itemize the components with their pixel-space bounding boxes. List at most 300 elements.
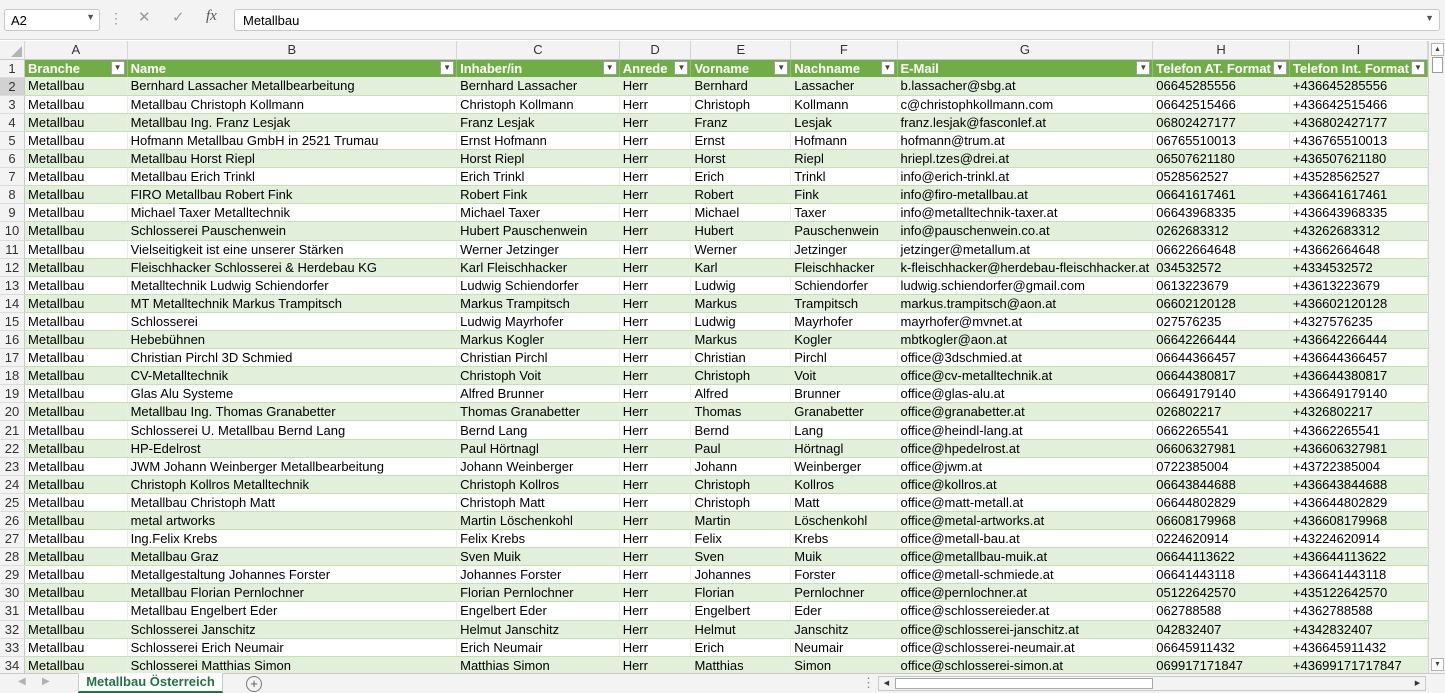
cell-telefon-at[interactable]: 05122642570	[1153, 584, 1290, 602]
column-header-h[interactable]: H	[1153, 41, 1290, 59]
cell-inhaber[interactable]: Hubert Pauschenwein	[457, 222, 620, 240]
cell-branche[interactable]: Metallbau	[25, 204, 128, 222]
cell-inhaber[interactable]: Christoph Matt	[457, 493, 620, 511]
cell-vorname[interactable]: Erich	[691, 638, 791, 656]
row-header[interactable]: 8	[0, 186, 25, 204]
cell-anrede[interactable]: Herr	[619, 312, 691, 330]
filter-dropdown-icon[interactable]: ▼	[603, 61, 617, 75]
cell-branche[interactable]: Metallbau	[25, 312, 128, 330]
cell-name[interactable]: Metallbau Horst Riepl	[127, 150, 457, 168]
cell-inhaber[interactable]: Helmut Janschitz	[457, 620, 620, 638]
cell-anrede[interactable]: Herr	[619, 331, 691, 349]
cell-email[interactable]: hriepl.tzes@drei.at	[897, 150, 1153, 168]
cell-nachname[interactable]: Forster	[791, 566, 897, 584]
row-header[interactable]: 24	[0, 475, 25, 493]
cell-telefon-int[interactable]: +43662265541	[1289, 421, 1427, 439]
cell-telefon-int[interactable]: +436645285556	[1289, 77, 1427, 95]
row-header[interactable]: 11	[0, 240, 25, 258]
cell-telefon-at[interactable]: 06642266444	[1153, 331, 1290, 349]
cell-telefon-at[interactable]: 06641617461	[1153, 186, 1290, 204]
cell-anrede[interactable]: Herr	[619, 131, 691, 149]
cell-telefon-at[interactable]: 06507621180	[1153, 150, 1290, 168]
cell-vorname[interactable]: Christoph	[691, 475, 791, 493]
row-header[interactable]: 22	[0, 439, 25, 457]
header-cell-inhaber[interactable]	[457, 59, 620, 77]
cell-name[interactable]: Schlosserei	[127, 312, 457, 330]
cell-nachname[interactable]: Lang	[791, 421, 897, 439]
cell-inhaber[interactable]: Christoph Voit	[457, 367, 620, 385]
cell-name[interactable]: Glas Alu Systeme	[127, 385, 457, 403]
cell-nachname[interactable]: Simon	[791, 656, 897, 673]
cell-email[interactable]: office@metal-artworks.at	[897, 511, 1153, 529]
row-header[interactable]: 32	[0, 620, 25, 638]
cell-branche[interactable]: Metallbau	[25, 602, 128, 620]
cell-name[interactable]: Hebebühnen	[127, 331, 457, 349]
cell-branche[interactable]: Metallbau	[25, 421, 128, 439]
cell-telefon-at[interactable]: 069917171847	[1153, 656, 1290, 673]
cell-anrede[interactable]: Herr	[619, 584, 691, 602]
scroll-up-icon[interactable]: ▲	[1431, 43, 1444, 56]
cell-email[interactable]: mayrhofer@mvnet.at	[897, 312, 1153, 330]
cell-inhaber[interactable]: Robert Fink	[457, 186, 620, 204]
cell-nachname[interactable]: Hofmann	[791, 131, 897, 149]
row-header[interactable]: 7	[0, 168, 25, 186]
cancel-icon[interactable]: ✕	[138, 9, 151, 26]
cell-nachname[interactable]: Pirchl	[791, 349, 897, 367]
cell-vorname[interactable]: Florian	[691, 584, 791, 602]
cell-telefon-at[interactable]: 06644366457	[1153, 349, 1290, 367]
cell-telefon-int[interactable]: +43699171717847	[1289, 656, 1427, 673]
cell-telefon-int[interactable]: +436645911432	[1289, 638, 1427, 656]
row-header[interactable]: 23	[0, 457, 25, 475]
cell-name[interactable]: Metallbau Graz	[127, 548, 457, 566]
cell-name[interactable]: FIRO Metallbau Robert Fink	[127, 186, 457, 204]
cell-nachname[interactable]: Granabetter	[791, 403, 897, 421]
cell-vorname[interactable]: Christoph	[691, 95, 791, 113]
sheet-tab-metallbau-oesterreich[interactable]: Metallbau Österreich	[78, 673, 223, 693]
cell-telefon-at[interactable]: 06643844688	[1153, 475, 1290, 493]
cell-anrede[interactable]: Herr	[619, 620, 691, 638]
cell-name[interactable]: Ing.Felix Krebs	[127, 530, 457, 548]
cell-anrede[interactable]: Herr	[619, 150, 691, 168]
cell-email[interactable]: office@schlosserei-simon.at	[897, 656, 1153, 673]
cell-vorname[interactable]: Robert	[691, 186, 791, 204]
spreadsheet-grid[interactable]	[0, 41, 1428, 673]
cell-branche[interactable]: Metallbau	[25, 385, 128, 403]
cell-telefon-int[interactable]: +436644113622	[1289, 548, 1427, 566]
select-all-button[interactable]	[0, 41, 25, 59]
column-header-a[interactable]: A	[25, 41, 128, 59]
cell-anrede[interactable]: Herr	[619, 240, 691, 258]
cell-vorname[interactable]: Matthias	[691, 656, 791, 673]
prev-sheet-icon[interactable]: ◀	[18, 676, 26, 687]
cell-inhaber[interactable]: Thomas Granabetter	[457, 403, 620, 421]
cell-name[interactable]: Metalltechnik Ludwig Schiendorfer	[127, 276, 457, 294]
cell-nachname[interactable]: Matt	[791, 493, 897, 511]
row-header[interactable]: 5	[0, 131, 25, 149]
header-cell-telefon-at[interactable]	[1153, 59, 1290, 77]
cell-vorname[interactable]: Hubert	[691, 222, 791, 240]
cell-telefon-at[interactable]: 06608179968	[1153, 511, 1290, 529]
cell-name[interactable]: Bernhard Lassacher Metallbearbeitung	[127, 77, 457, 95]
cell-telefon-at[interactable]: 0528562527	[1153, 168, 1290, 186]
cell-email[interactable]: k-fleischhacker@herdebau-fleischhacker.at	[897, 258, 1153, 276]
row-header[interactable]: 18	[0, 367, 25, 385]
header-cell-nachname[interactable]	[791, 59, 897, 77]
next-sheet-icon[interactable]: ▶	[42, 676, 50, 687]
cell-branche[interactable]: Metallbau	[25, 403, 128, 421]
cell-inhaber[interactable]: Erich Neumair	[457, 638, 620, 656]
cell-telefon-at[interactable]: 06622664648	[1153, 240, 1290, 258]
cell-name[interactable]: Schlosserei Matthias Simon	[127, 656, 457, 673]
cell-vorname[interactable]: Bernhard	[691, 77, 791, 95]
cell-telefon-at[interactable]: 06649179140	[1153, 385, 1290, 403]
cell-telefon-int[interactable]: +436608179968	[1289, 511, 1427, 529]
cell-telefon-at[interactable]: 0262683312	[1153, 222, 1290, 240]
cell-telefon-int[interactable]: +436641617461	[1289, 186, 1427, 204]
cell-vorname[interactable]: Erich	[691, 168, 791, 186]
column-header-d[interactable]: D	[619, 41, 691, 59]
cell-anrede[interactable]: Herr	[619, 638, 691, 656]
cell-inhaber[interactable]: Paul Hörtnagl	[457, 439, 620, 457]
cell-anrede[interactable]: Herr	[619, 77, 691, 95]
header-cell-vorname[interactable]	[691, 59, 791, 77]
row-header[interactable]: 21	[0, 421, 25, 439]
cell-vorname[interactable]: Ludwig	[691, 276, 791, 294]
cell-inhaber[interactable]: Erich Trinkl	[457, 168, 620, 186]
cell-anrede[interactable]: Herr	[619, 530, 691, 548]
cell-name[interactable]: MT Metalltechnik Markus Trampitsch	[127, 294, 457, 312]
cell-inhaber[interactable]: Felix Krebs	[457, 530, 620, 548]
cell-telefon-int[interactable]: +43262683312	[1289, 222, 1427, 240]
cell-telefon-int[interactable]: +436644380817	[1289, 367, 1427, 385]
cell-telefon-int[interactable]: +4362788588	[1289, 602, 1427, 620]
scroll-down-icon[interactable]: ▼	[1431, 658, 1444, 671]
cell-anrede[interactable]: Herr	[619, 349, 691, 367]
cell-email[interactable]: office@metall-schmiede.at	[897, 566, 1153, 584]
cell-anrede[interactable]: Herr	[619, 204, 691, 222]
cell-inhaber[interactable]: Matthias Simon	[457, 656, 620, 673]
cell-telefon-at[interactable]: 06602120128	[1153, 294, 1290, 312]
cell-telefon-int[interactable]: +43528562527	[1289, 168, 1427, 186]
cell-branche[interactable]: Metallbau	[25, 530, 128, 548]
cell-inhaber[interactable]: Johann Weinberger	[457, 457, 620, 475]
cell-telefon-at[interactable]: 0224620914	[1153, 530, 1290, 548]
cell-branche[interactable]: Metallbau	[25, 548, 128, 566]
row-header[interactable]: 15	[0, 312, 25, 330]
cell-email[interactable]: c@christophkollmann.com	[897, 95, 1153, 113]
cell-nachname[interactable]: Trinkl	[791, 168, 897, 186]
cell-anrede[interactable]: Herr	[619, 475, 691, 493]
cell-anrede[interactable]: Herr	[619, 186, 691, 204]
cell-telefon-int[interactable]: +4342832407	[1289, 620, 1427, 638]
cell-inhaber[interactable]: Ernst Hofmann	[457, 131, 620, 149]
cell-telefon-at[interactable]: 06644802829	[1153, 493, 1290, 511]
cell-telefon-at[interactable]: 0662265541	[1153, 421, 1290, 439]
expand-formula-icon[interactable]: ▼	[1425, 13, 1434, 23]
cell-anrede[interactable]: Herr	[619, 276, 691, 294]
cell-vorname[interactable]: Ludwig	[691, 312, 791, 330]
cell-name[interactable]: Metallbau Christoph Matt	[127, 493, 457, 511]
cell-email[interactable]: office@cv-metalltechnik.at	[897, 367, 1153, 385]
cell-vorname[interactable]: Johann	[691, 457, 791, 475]
cell-telefon-int[interactable]: +436644366457	[1289, 349, 1427, 367]
cell-nachname[interactable]: Fleischhacker	[791, 258, 897, 276]
cell-nachname[interactable]: Löschenkohl	[791, 511, 897, 529]
cell-telefon-at[interactable]: 042832407	[1153, 620, 1290, 638]
cell-vorname[interactable]: Alfred	[691, 385, 791, 403]
cell-vorname[interactable]: Thomas	[691, 403, 791, 421]
cell-branche[interactable]: Metallbau	[25, 638, 128, 656]
row-header[interactable]: 9	[0, 204, 25, 222]
add-sheet-icon[interactable]: +	[246, 676, 262, 692]
cell-name[interactable]: Schlosserei U. Metallbau Bernd Lang	[127, 421, 457, 439]
row-header[interactable]: 27	[0, 530, 25, 548]
cell-email[interactable]: office@matt-metall.at	[897, 493, 1153, 511]
cell-telefon-at[interactable]: 06641443118	[1153, 566, 1290, 584]
row-header[interactable]: 14	[0, 294, 25, 312]
row-header[interactable]: 17	[0, 349, 25, 367]
cell-telefon-int[interactable]: +436642515466	[1289, 95, 1427, 113]
row-header[interactable]: 6	[0, 150, 25, 168]
header-cell-email[interactable]	[897, 59, 1153, 77]
cell-inhaber[interactable]: Markus Trampitsch	[457, 294, 620, 312]
cell-nachname[interactable]: Kollmann	[791, 95, 897, 113]
cell-vorname[interactable]: Ernst	[691, 131, 791, 149]
cell-vorname[interactable]: Markus	[691, 331, 791, 349]
cell-vorname[interactable]: Paul	[691, 439, 791, 457]
cell-email[interactable]: markus.trampitsch@aon.at	[897, 294, 1153, 312]
cell-branche[interactable]: Metallbau	[25, 511, 128, 529]
cell-branche[interactable]: Metallbau	[25, 186, 128, 204]
cell-telefon-at[interactable]: 06802427177	[1153, 113, 1290, 131]
cell-name[interactable]: Metallbau Christoph Kollmann	[127, 95, 457, 113]
cell-email[interactable]: franz.lesjak@fasconlef.at	[897, 113, 1153, 131]
cell-nachname[interactable]: Kogler	[791, 331, 897, 349]
cell-telefon-int[interactable]: +436644802829	[1289, 493, 1427, 511]
cell-email[interactable]: office@glas-alu.at	[897, 385, 1153, 403]
cell-vorname[interactable]: Helmut	[691, 620, 791, 638]
cell-nachname[interactable]: Fink	[791, 186, 897, 204]
name-box[interactable]	[4, 9, 100, 31]
vertical-scrollbar[interactable]	[1428, 41, 1445, 673]
cell-telefon-int[interactable]: +436602120128	[1289, 294, 1427, 312]
row-header[interactable]: 19	[0, 385, 25, 403]
cell-branche[interactable]: Metallbau	[25, 493, 128, 511]
header-cell-branche[interactable]	[25, 59, 128, 77]
cell-email[interactable]: office@schlosserei-neumair.at	[897, 638, 1153, 656]
cell-telefon-int[interactable]: +436507621180	[1289, 150, 1427, 168]
cell-name[interactable]: CV-Metalltechnik	[127, 367, 457, 385]
row-header[interactable]: 13	[0, 276, 25, 294]
cell-telefon-int[interactable]: +43224620914	[1289, 530, 1427, 548]
cell-telefon-int[interactable]: +436765510013	[1289, 131, 1427, 149]
cell-name[interactable]: Hofmann Metallbau GmbH in 2521 Trumau	[127, 131, 457, 149]
cell-telefon-int[interactable]: +436643968335	[1289, 204, 1427, 222]
cell-branche[interactable]: Metallbau	[25, 222, 128, 240]
cell-anrede[interactable]: Herr	[619, 439, 691, 457]
header-cell-telefon-int[interactable]	[1289, 59, 1427, 77]
cell-nachname[interactable]: Riepl	[791, 150, 897, 168]
cell-branche[interactable]: Metallbau	[25, 294, 128, 312]
cell-name[interactable]: Michael Taxer Metalltechnik	[127, 204, 457, 222]
cell-inhaber[interactable]: Johannes Forster	[457, 566, 620, 584]
cell-telefon-at[interactable]: 06643968335	[1153, 204, 1290, 222]
cell-vorname[interactable]: Michael	[691, 204, 791, 222]
cell-name[interactable]: Christian Pirchl 3D Schmied	[127, 349, 457, 367]
cell-vorname[interactable]: Engelbert	[691, 602, 791, 620]
cell-inhaber[interactable]: Christoph Kollmann	[457, 95, 620, 113]
cell-telefon-int[interactable]: +4326802217	[1289, 403, 1427, 421]
cell-nachname[interactable]: Brunner	[791, 385, 897, 403]
cell-telefon-int[interactable]: +43722385004	[1289, 457, 1427, 475]
cell-email[interactable]: office@schlossereieder.at	[897, 602, 1153, 620]
cell-name[interactable]: JWM Johann Weinberger Metallbearbeitung	[127, 457, 457, 475]
cell-branche[interactable]: Metallbau	[25, 276, 128, 294]
cell-email[interactable]: office@granabetter.at	[897, 403, 1153, 421]
cell-telefon-int[interactable]: +436649179140	[1289, 385, 1427, 403]
column-header-f[interactable]: F	[791, 41, 897, 59]
tab-split-handle-icon[interactable]: ⋮	[862, 675, 875, 690]
cell-email[interactable]: office@schlosserei-janschitz.at	[897, 620, 1153, 638]
cell-telefon-int[interactable]: +436802427177	[1289, 113, 1427, 131]
cell-name[interactable]: Schlosserei Janschitz	[127, 620, 457, 638]
filter-dropdown-icon[interactable]: ▼	[440, 61, 454, 75]
cell-anrede[interactable]: Herr	[619, 113, 691, 131]
row-header[interactable]: 33	[0, 638, 25, 656]
filter-dropdown-icon[interactable]: ▼	[1273, 61, 1287, 75]
cell-nachname[interactable]: Muik	[791, 548, 897, 566]
scroll-right-icon[interactable]: ▶	[1414, 680, 1421, 687]
column-header-e[interactable]: E	[691, 41, 791, 59]
filter-dropdown-icon[interactable]: ▼	[674, 61, 688, 75]
cell-telefon-at[interactable]: 0722385004	[1153, 457, 1290, 475]
cell-telefon-at[interactable]: 06642515466	[1153, 95, 1290, 113]
cell-telefon-at[interactable]: 06606327981	[1153, 439, 1290, 457]
cell-branche[interactable]: Metallbau	[25, 566, 128, 584]
cell-nachname[interactable]: Krebs	[791, 530, 897, 548]
cell-name[interactable]: Vielseitigkeit ist eine unserer Stärken	[127, 240, 457, 258]
row-header[interactable]: 10	[0, 222, 25, 240]
cell-branche[interactable]: Metallbau	[25, 620, 128, 638]
cell-name[interactable]: Metallbau Florian Pernlochner	[127, 584, 457, 602]
enter-icon[interactable]: ✓	[172, 9, 185, 26]
column-header-i[interactable]: I	[1289, 41, 1427, 59]
cell-telefon-at[interactable]: 06765510013	[1153, 131, 1290, 149]
cell-vorname[interactable]: Christoph	[691, 493, 791, 511]
cell-email[interactable]: jetzinger@metallum.at	[897, 240, 1153, 258]
column-header-b[interactable]: B	[127, 41, 457, 59]
filter-dropdown-icon[interactable]: ▼	[774, 61, 788, 75]
cell-inhaber[interactable]: Karl Fleischhacker	[457, 258, 620, 276]
cell-anrede[interactable]: Herr	[619, 457, 691, 475]
cell-branche[interactable]: Metallbau	[25, 131, 128, 149]
cell-vorname[interactable]: Horst	[691, 150, 791, 168]
cell-anrede[interactable]: Herr	[619, 403, 691, 421]
cell-email[interactable]: office@pernlochner.at	[897, 584, 1153, 602]
cell-name[interactable]: Fleischhacker Schlosserei & Herdebau KG	[127, 258, 457, 276]
cell-vorname[interactable]: Johannes	[691, 566, 791, 584]
cell-nachname[interactable]: Schiendorfer	[791, 276, 897, 294]
cell-vorname[interactable]: Christoph	[691, 367, 791, 385]
cell-nachname[interactable]: Jetzinger	[791, 240, 897, 258]
cell-branche[interactable]: Metallbau	[25, 367, 128, 385]
cell-anrede[interactable]: Herr	[619, 511, 691, 529]
cell-telefon-int[interactable]: +436643844688	[1289, 475, 1427, 493]
cell-telefon-int[interactable]: +436606327981	[1289, 439, 1427, 457]
cell-email[interactable]: info@metalltechnik-taxer.at	[897, 204, 1153, 222]
cell-nachname[interactable]: Hörtnagl	[791, 439, 897, 457]
cell-email[interactable]: office@heindl-lang.at	[897, 421, 1153, 439]
cell-inhaber[interactable]: Sven Muik	[457, 548, 620, 566]
cell-inhaber[interactable]: Bernd Lang	[457, 421, 620, 439]
cell-branche[interactable]: Metallbau	[25, 475, 128, 493]
cell-branche[interactable]: Metallbau	[25, 258, 128, 276]
cell-inhaber[interactable]: Ludwig Mayrhofer	[457, 312, 620, 330]
header-cell-name[interactable]	[127, 59, 457, 77]
column-header-c[interactable]: C	[457, 41, 620, 59]
cell-branche[interactable]: Metallbau	[25, 113, 128, 131]
cell-anrede[interactable]: Herr	[619, 367, 691, 385]
cell-email[interactable]: b.lassacher@sbg.at	[897, 77, 1153, 95]
cell-inhaber[interactable]: Horst Riepl	[457, 150, 620, 168]
cell-inhaber[interactable]: Werner Jetzinger	[457, 240, 620, 258]
cell-inhaber[interactable]: Christoph Kollros	[457, 475, 620, 493]
cell-name[interactable]: Schlosserei Erich Neumair	[127, 638, 457, 656]
cell-nachname[interactable]: Pauschenwein	[791, 222, 897, 240]
cell-anrede[interactable]: Herr	[619, 294, 691, 312]
cell-nachname[interactable]: Taxer	[791, 204, 897, 222]
row-header[interactable]: 16	[0, 331, 25, 349]
cell-telefon-int[interactable]: +436642266444	[1289, 331, 1427, 349]
cell-anrede[interactable]: Herr	[619, 258, 691, 276]
cell-nachname[interactable]: Kollros	[791, 475, 897, 493]
cell-name[interactable]: Christoph Kollros Metalltechnik	[127, 475, 457, 493]
cell-branche[interactable]: Metallbau	[25, 457, 128, 475]
cell-inhaber[interactable]: Martin Löschenkohl	[457, 511, 620, 529]
cell-name[interactable]: Schlosserei Pauschenwein	[127, 222, 457, 240]
cell-email[interactable]: hofmann@trum.at	[897, 131, 1153, 149]
cell-vorname[interactable]: Sven	[691, 548, 791, 566]
filter-dropdown-icon[interactable]: ▼	[1411, 61, 1425, 75]
cell-telefon-at[interactable]: 062788588	[1153, 602, 1290, 620]
row-header[interactable]: 20	[0, 403, 25, 421]
cell-anrede[interactable]: Herr	[619, 602, 691, 620]
filter-dropdown-icon[interactable]: ▼	[881, 61, 895, 75]
cell-email[interactable]: office@kollros.at	[897, 475, 1153, 493]
row-header[interactable]: 28	[0, 548, 25, 566]
cell-telefon-int[interactable]: +435122642570	[1289, 584, 1427, 602]
cell-anrede[interactable]: Herr	[619, 656, 691, 673]
cell-email[interactable]: info@pauschenwein.co.at	[897, 222, 1153, 240]
cell-nachname[interactable]: Trampitsch	[791, 294, 897, 312]
formula-input[interactable]	[234, 9, 1440, 31]
cell-inhaber[interactable]: Michael Taxer	[457, 204, 620, 222]
scroll-left-icon[interactable]: ◀	[883, 680, 890, 687]
cell-vorname[interactable]: Franz	[691, 113, 791, 131]
cell-anrede[interactable]: Herr	[619, 95, 691, 113]
cell-anrede[interactable]: Herr	[619, 385, 691, 403]
cell-telefon-int[interactable]: +43662664648	[1289, 240, 1427, 258]
cell-inhaber[interactable]: Bernhard Lassacher	[457, 77, 620, 95]
filter-dropdown-icon[interactable]: ▼	[111, 61, 125, 75]
cell-vorname[interactable]: Werner	[691, 240, 791, 258]
row-header[interactable]: 1	[0, 59, 25, 77]
cell-branche[interactable]: Metallbau	[25, 150, 128, 168]
cell-inhaber[interactable]: Ludwig Schiendorfer	[457, 276, 620, 294]
cell-name[interactable]: Metallgestaltung Johannes Forster	[127, 566, 457, 584]
cell-telefon-int[interactable]: +4334532572	[1289, 258, 1427, 276]
